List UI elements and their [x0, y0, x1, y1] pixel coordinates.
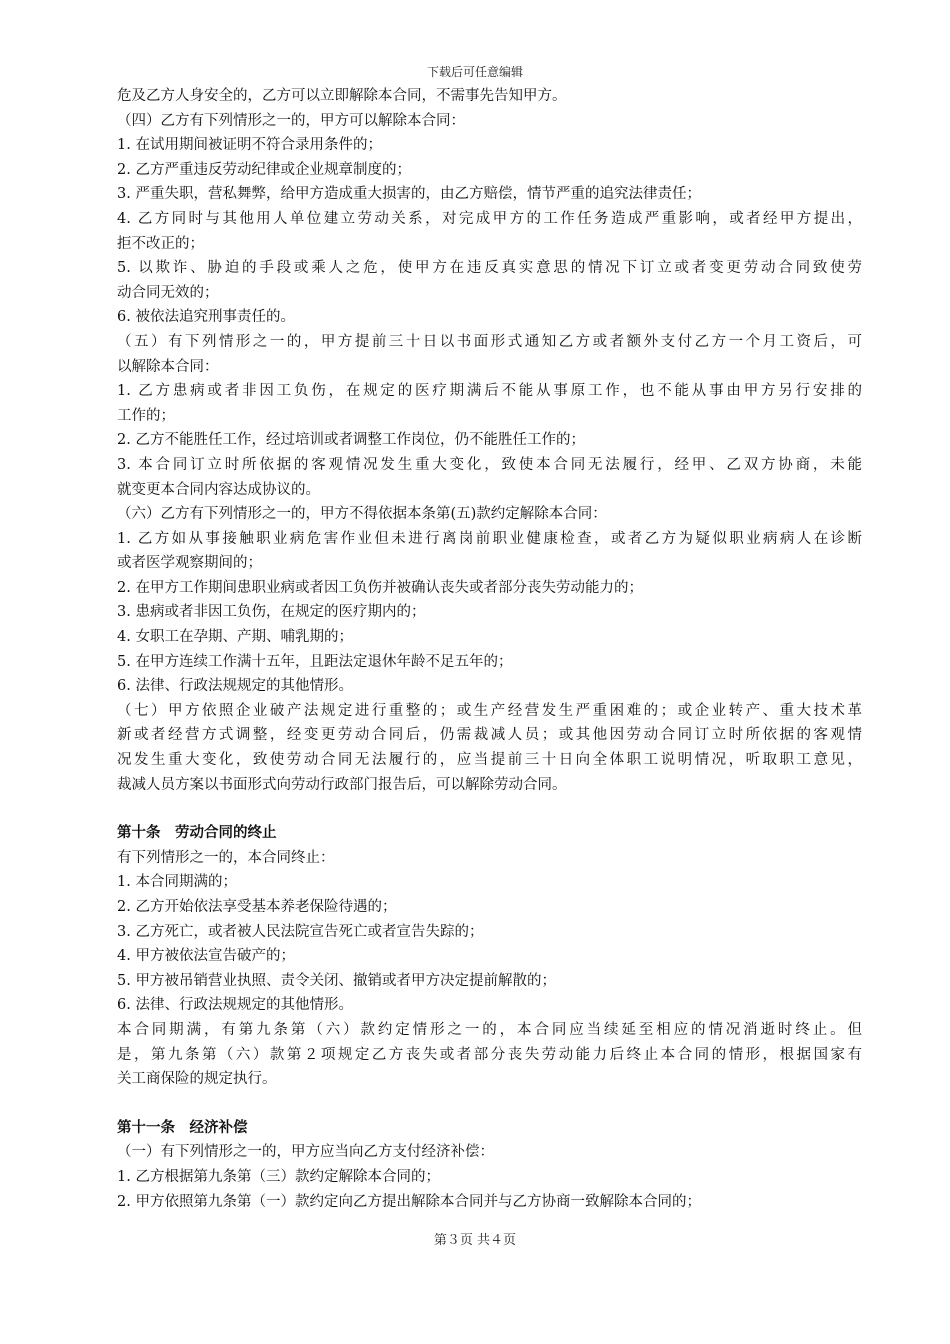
list-item: 4. 甲方被依法宣告破产的； [117, 948, 295, 965]
page-number: 第３页 共４页 [433, 1233, 517, 1248]
paragraph-line: （四）乙方有下列情形之一的，甲方可以解除本合同： [117, 112, 465, 129]
list-item: 3. 本合同订立时所依据的客观情况发生重大变化，致使本合同无法履行，经甲、乙双方协商，未能 [117, 456, 862, 473]
list-item: 1. 本合同期满的； [117, 874, 237, 891]
list-item: 5. 以欺诈、胁迫的手段或乘人之危，使甲方在违反真实意思的情况下订立或者变更劳动合同致使劳 [117, 260, 862, 277]
list-item-continued: 动合同无效的； [117, 284, 219, 301]
list-item: 3. 患病或者非因工负伤，在规定的医疗期内的； [117, 604, 426, 621]
page-header: 下载后可任意编辑 [426, 65, 523, 79]
list-item: 3. 乙方死亡，或者被人民法院宣告死亡或者宣告失踪的； [117, 923, 484, 940]
section-heading: 第十条 劳动合同的终止 [117, 825, 277, 842]
list-item: 2. 甲方依照第九条第（一）款约定向乙方提出解除本合同并与乙方协商一致解除本合同的； [117, 1193, 701, 1210]
list-item: 5. 甲方被吊销营业执照、责令关闭、撤销或者甲方决定提前解散的； [117, 972, 556, 989]
list-item: 3. 严重失职，营私舞弊，给甲方造成重大损害的，由乙方赔偿，情节严重的追究法律责任； [117, 186, 701, 203]
list-item: 4. 女职工在孕期、产期、哺乳期的； [117, 629, 353, 646]
list-item: 1. 乙方患病或者非因工负伤，在规定的医疗期满后不能从事原工作，也不能从事由甲方另行安排的 [117, 383, 862, 400]
list-item: 6. 法律、行政法规规定的其他情形。 [117, 678, 353, 695]
document-body [117, 84, 862, 1214]
list-item: 1. 在试用期间被证明不符合录用条件的； [117, 137, 382, 154]
list-item: 1. 乙方根据第九条第（三）款约定解除本合同的； [117, 1168, 440, 1185]
list-item: 6. 被依法追究刑事责任的。 [117, 309, 295, 326]
list-item: 4. 乙方同时与其他用人单位建立劳动关系，对完成甲方的工作任务造成严重影响，或者经甲方提出， [117, 210, 862, 227]
list-item: 6. 法律、行政法规规定的其他情形。 [117, 997, 353, 1014]
paragraph-line: 有下列情形之一的，本合同终止： [117, 849, 335, 866]
list-item: 2. 在甲方工作期间患职业病或者因工负伤并被确认丧失或者部分丧失劳动能力的； [117, 579, 643, 596]
paragraph-line: 以解除本合同： [117, 358, 219, 375]
paragraph-line: 关工商保险的规定执行。 [117, 1071, 277, 1088]
list-item-continued: 或者医学观察期间的； [117, 555, 262, 572]
list-item: 1. 乙方如从事接触职业病危害作业但未进行离岗前职业健康检查，或者乙方为疑似职业病病人在诊断 [117, 530, 862, 547]
list-item: 2. 乙方开始依法享受基本养老保险待遇的； [117, 899, 397, 915]
list-item: 2. 乙方严重违反劳动纪律或企业规章制度的； [117, 161, 411, 178]
paragraph-line: （七）甲方依照企业破产法规定进行重整的；或生产经营发生严重困难的；或企业转产、重大技术革 [117, 702, 862, 719]
paragraph-line: 本合同期满，有第九条第（六）款约定情形之一的，本合同应当续延至相应的情况消逝时终止。但 [117, 1021, 862, 1038]
list-item-continued: 就变更本合同内容达成协议的。 [117, 481, 320, 498]
paragraph-line: 裁减人员方案以书面形式向劳动行政部门报告后，可以解除劳动合同。 [117, 776, 567, 793]
list-item: 2. 乙方不能胜任工作，经过培训或者调整工作岗位，仍不能胜任工作的； [117, 432, 585, 449]
list-item-continued: 工作的； [117, 407, 175, 424]
paragraph-line: 况发生重大变化，致使劳动合同无法履行的，应当提前三十日向全体职工说明情况，听取职工意见， [117, 752, 862, 769]
paragraph-line: （五）有下列情形之一的，甲方提前三十日以书面形式通知乙方或者额外支付乙方一个月工资后，可 [117, 333, 862, 350]
list-item: 5. 在甲方连续工作满十五年，且距法定退休年龄不足五年的； [117, 653, 513, 670]
section-heading: 第十一条 经济补偿 [117, 1119, 248, 1136]
list-item-continued: 拒不改正的； [117, 235, 204, 252]
paragraph-line: （六）乙方有下列情形之一的，甲方不得依据本条第(五)款约定解除本合同： [117, 506, 607, 523]
paragraph-line: 危及乙方人身安全的，乙方可以立即解除本合同，不需事先告知甲方。 [117, 88, 567, 104]
paragraph-line: 新或者经营方式调整，经变更劳动合同后，仍需裁减人员；或其他因劳动合同订立时所依据的客观情 [117, 727, 862, 744]
paragraph-line: （一）有下列情形之一的，甲方应当向乙方支付经济补偿： [117, 1144, 494, 1161]
paragraph-line: 是，第九条第（六）款第２项规定乙方丧失或者部分丧失劳动能力后终止本合同的情形，根据国家有 [117, 1046, 862, 1063]
